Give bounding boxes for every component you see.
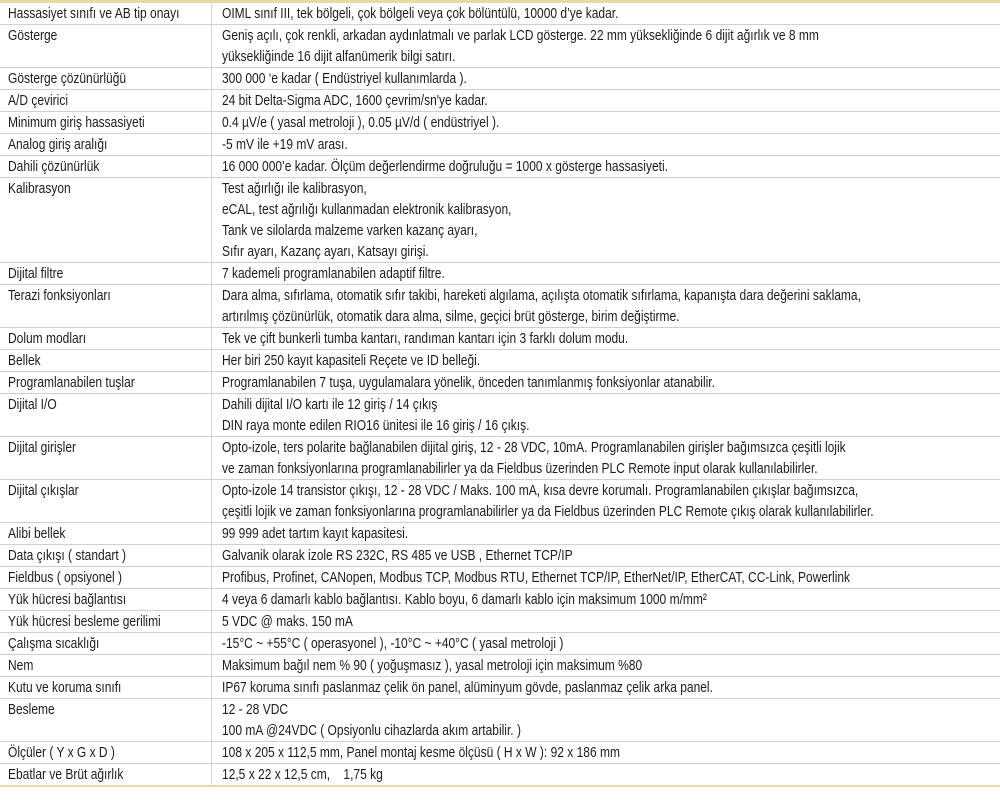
spec-label bbox=[0, 134, 212, 155]
spec-label-text: Kalibrasyon bbox=[8, 180, 71, 197]
spec-value-line: -5 mV ile +19 mV arası. bbox=[222, 136, 348, 153]
spec-value bbox=[212, 764, 1000, 785]
spec-value-line: yüksekliğinde 16 dijit alfanümerik bilgi satırı. bbox=[222, 48, 456, 65]
spec-label-text: Dijital I/O bbox=[8, 396, 57, 413]
spec-value-line: Programlanabilen 7 tuşa, uygulamalara yönelik, önceden tanımlanmış fonksiyonlar atanabilir. bbox=[222, 374, 715, 391]
spec-value bbox=[212, 3, 1000, 24]
spec-label bbox=[0, 655, 212, 676]
spec-label bbox=[0, 523, 212, 544]
spec-label-text: Gösterge çözünürlüğü bbox=[8, 70, 127, 87]
spec-label-text: Dolum modları bbox=[8, 330, 87, 347]
spec-label bbox=[0, 699, 212, 741]
spec-value bbox=[212, 68, 1000, 89]
spec-value-line: Opto-izole 14 transistor çıkışı, 12 - 28 VDC / Maks. 100 mA, kısa devre korumalı. Programlanabilen çıkışlar bağımsızca, bbox=[222, 482, 859, 499]
table-row bbox=[0, 372, 1000, 394]
spec-value-line: Dara alma, sıfırlama, otomatik sıfır takibi, hareketi algılama, açılışta otomatik sıfırlama, kapanışta dara değerini saklama, bbox=[222, 287, 861, 304]
spec-value bbox=[212, 328, 1000, 349]
spec-value bbox=[212, 285, 1000, 327]
table-row bbox=[0, 263, 1000, 285]
table-row bbox=[0, 156, 1000, 178]
spec-value bbox=[212, 437, 1000, 479]
spec-value bbox=[212, 699, 1000, 741]
spec-value-line: Sıfır ayarı, Kazanç ayarı, Katsayı girişi. bbox=[222, 243, 429, 260]
spec-value-line: Geniş açılı, çok renkli, arkadan aydınlatmalı ve parlak LCD gösterge. 22 mm yüksekliğinde 6 dijit ağırlık ve 8 mm bbox=[222, 27, 819, 44]
spec-value-line: 7 kademeli programlanabilen adaptif filtre. bbox=[222, 265, 445, 282]
table-row bbox=[0, 699, 1000, 742]
spec-label bbox=[0, 112, 212, 133]
spec-value-line: Maksimum bağıl nem % 90 ( yoğuşmasız ), yasal metroloji için maksimum %80 bbox=[222, 657, 643, 674]
spec-value-line: 12 - 28 VDC bbox=[222, 701, 289, 718]
spec-value-line: Tank ve silolarda malzeme varken kazanç ayarı, bbox=[222, 222, 478, 239]
spec-value-line: 4 veya 6 damarlı kablo bağlantısı. Kablo boyu, 6 damarlı kablo için maksimum 1000 m/mm² bbox=[222, 591, 707, 608]
spec-value bbox=[212, 156, 1000, 177]
table-row bbox=[0, 178, 1000, 263]
spec-label bbox=[0, 372, 212, 393]
spec-label-text: Dijital girişler bbox=[8, 439, 77, 456]
spec-label bbox=[0, 764, 212, 785]
spec-value bbox=[212, 545, 1000, 566]
spec-value bbox=[212, 742, 1000, 763]
table-row bbox=[0, 655, 1000, 677]
spec-label bbox=[0, 545, 212, 566]
spec-value-line: 300 000 ‘e kadar ( Endüstriyel kullanımlarda ). bbox=[222, 70, 467, 87]
table-row bbox=[0, 90, 1000, 112]
spec-value bbox=[212, 633, 1000, 654]
table-row bbox=[0, 545, 1000, 567]
spec-label bbox=[0, 285, 212, 327]
spec-label-text: Programlanabilen tuşlar bbox=[8, 374, 135, 391]
spec-value bbox=[212, 677, 1000, 698]
spec-value-line: IP67 koruma sınıfı paslanmaz çelik ön panel, alüminyum gövde, paslanmaz çelik arka panel. bbox=[222, 679, 713, 696]
spec-value-line: Galvanik olarak izole RS 232C, RS 485 ve USB , Ethernet TCP/IP bbox=[222, 547, 573, 564]
spec-value bbox=[212, 112, 1000, 133]
table-row bbox=[0, 633, 1000, 655]
spec-label-text: Besleme bbox=[8, 701, 55, 718]
spec-value bbox=[212, 350, 1000, 371]
spec-label-text: Gösterge bbox=[8, 27, 58, 44]
spec-label bbox=[0, 633, 212, 654]
table-row bbox=[0, 328, 1000, 350]
spec-value bbox=[212, 655, 1000, 676]
spec-value-line: 5 VDC @ maks. 150 mA bbox=[222, 613, 353, 630]
spec-label bbox=[0, 178, 212, 262]
spec-label bbox=[0, 480, 212, 522]
spec-label bbox=[0, 437, 212, 479]
table-row bbox=[0, 742, 1000, 764]
spec-label bbox=[0, 328, 212, 349]
spec-value bbox=[212, 394, 1000, 436]
spec-value-line: eCAL, test ağrılığı kullanmadan elektronik kalibrasyon, bbox=[222, 201, 512, 218]
table-row bbox=[0, 68, 1000, 90]
spec-label bbox=[0, 25, 212, 67]
spec-label-text: Çalışma sıcaklığı bbox=[8, 635, 100, 652]
spec-label-text: Fieldbus ( opsiyonel ) bbox=[8, 569, 123, 586]
spec-value-line: OIML sınıf III, tek bölgeli, çok bölgeli veya çok bölüntülü, 10000 d’ye kadar. bbox=[222, 5, 619, 22]
spec-label-text: Dijital çıkışlar bbox=[8, 482, 79, 499]
spec-value bbox=[212, 178, 1000, 262]
spec-label bbox=[0, 567, 212, 588]
spec-value-line: 108 x 205 x 112,5 mm, Panel montaj kesme ölçüsü ( H x W ): 92 x 186 mm bbox=[222, 744, 620, 761]
table-row bbox=[0, 25, 1000, 68]
spec-label bbox=[0, 156, 212, 177]
table-row bbox=[0, 567, 1000, 589]
spec-value-line: Tek ve çift bunkerli tumba kantarı, randıman kantarı için 3 farklı dolum modu. bbox=[222, 330, 629, 347]
table-row bbox=[0, 437, 1000, 480]
spec-label bbox=[0, 394, 212, 436]
table-row bbox=[0, 394, 1000, 437]
spec-label bbox=[0, 3, 212, 24]
spec-value-line: Dahili dijital I/O kartı ile 12 giriş / 14 çıkış bbox=[222, 396, 438, 413]
spec-label-text: Kutu ve koruma sınıfı bbox=[8, 679, 122, 696]
spec-value-line: ve zaman fonksiyonlarına programlanabilirler ya da Fieldbus üzerinden PLC Remote input olarak kullanılabilirler. bbox=[222, 460, 818, 477]
table-row bbox=[0, 350, 1000, 372]
spec-label-text: Dijital filtre bbox=[8, 265, 64, 282]
table-row bbox=[0, 285, 1000, 328]
table-row bbox=[0, 764, 1000, 785]
spec-value-line: 16 000 000’e kadar. Ölçüm değerlendirme doğruluğu = 1000 x gösterge hassasiyeti. bbox=[222, 158, 668, 175]
table-row bbox=[0, 134, 1000, 156]
spec-label-text: Hassasiyet sınıfı ve AB tip onayı bbox=[8, 5, 180, 22]
spec-label-text: Analog giriş aralığı bbox=[8, 136, 108, 153]
table-row bbox=[0, 611, 1000, 633]
spec-value-line: DIN raya monte edilen RIO16 ünitesi ile 16 giriş / 16 çıkış. bbox=[222, 417, 530, 434]
spec-label bbox=[0, 350, 212, 371]
spec-value-line: -15°C ~ +55°C ( operasyonel ), -10°C ~ +40°C ( yasal metroloji ) bbox=[222, 635, 564, 652]
spec-label-text: Ölçüler ( Y x G x D ) bbox=[8, 744, 115, 761]
spec-value-line: 24 bit Delta-Sigma ADC, 1600 çevrim/sn'ye kadar. bbox=[222, 92, 488, 109]
spec-value bbox=[212, 523, 1000, 544]
spec-value-line: 0.4 µV/e ( yasal metroloji ), 0.05 µV/d ( endüstriyel ). bbox=[222, 114, 500, 131]
spec-label bbox=[0, 68, 212, 89]
spec-value bbox=[212, 611, 1000, 632]
spec-value bbox=[212, 589, 1000, 610]
spec-value bbox=[212, 567, 1000, 588]
spec-value-line: Opto-izole, ters polarite bağlanabilen dijital giriş, 12 - 28 VDC, 10mA. Programlanabilen girişler bağımsızca çeşitli lojik bbox=[222, 439, 846, 456]
table-row bbox=[0, 523, 1000, 545]
spec-label-text: Nem bbox=[8, 657, 34, 674]
table-row bbox=[0, 677, 1000, 699]
spec-value-line: 100 mA @24VDC ( Opsiyonlu cihazlarda akım artabilir. ) bbox=[222, 722, 521, 739]
spec-value-line: 12,5 x 22 x 12,5 cm, 1,75 kg bbox=[222, 766, 383, 783]
spec-label bbox=[0, 90, 212, 111]
spec-value bbox=[212, 25, 1000, 67]
spec-label bbox=[0, 263, 212, 284]
spec-value bbox=[212, 90, 1000, 111]
spec-value-line: çeşitli lojik ve zaman fonksiyonlarına programlanabilirler ya da Fieldbus üzerinden PLC Remote çıkış olarak kullanılabilirler. bbox=[222, 503, 874, 520]
spec-value-line: 99 999 adet tartım kayıt kapasitesi. bbox=[222, 525, 409, 542]
spec-label-text: Ebatlar ve Brüt ağırlık bbox=[8, 766, 124, 783]
spec-label-text: Data çıkışı ( standart ) bbox=[8, 547, 127, 564]
spec-label-text: Terazi fonksiyonları bbox=[8, 287, 111, 304]
spec-value bbox=[212, 480, 1000, 522]
spec-label-text: Minimum giriş hassasiyeti bbox=[8, 114, 145, 131]
spec-label-text: Yük hücresi bağlantısı bbox=[8, 591, 127, 608]
spec-value-line: Test ağırlığı ile kalibrasyon, bbox=[222, 180, 367, 197]
spec-value bbox=[212, 263, 1000, 284]
spec-label bbox=[0, 611, 212, 632]
table-row bbox=[0, 480, 1000, 523]
spec-label bbox=[0, 589, 212, 610]
spec-value-line: Profibus, Profinet, CANopen, Modbus TCP, Modbus RTU, Ethernet TCP/IP, EtherNet/IP, EtherCAT, CC-Link, Powerlink bbox=[222, 569, 851, 586]
table-row bbox=[0, 589, 1000, 611]
spec-label-text: Dahili çözünürlük bbox=[8, 158, 100, 175]
spec-value bbox=[212, 134, 1000, 155]
spec-label bbox=[0, 677, 212, 698]
spec-label-text: Bellek bbox=[8, 352, 41, 369]
spec-label-text: Yük hücresi besleme gerilimi bbox=[8, 613, 161, 630]
table-row bbox=[0, 3, 1000, 25]
spec-value bbox=[212, 372, 1000, 393]
spec-value-line: artırılmış çözünürlük, otomatik dara alma, silme, geçici brüt gösterge, birim değiştirme. bbox=[222, 308, 680, 325]
spec-label-text: Alibi bellek bbox=[8, 525, 66, 542]
spec-value-line: Her biri 250 kayıt kapasiteli Reçete ve ID belleği. bbox=[222, 352, 481, 369]
spec-label bbox=[0, 742, 212, 763]
table-row bbox=[0, 112, 1000, 134]
spec-label-text: A/D çevirici bbox=[8, 92, 69, 109]
